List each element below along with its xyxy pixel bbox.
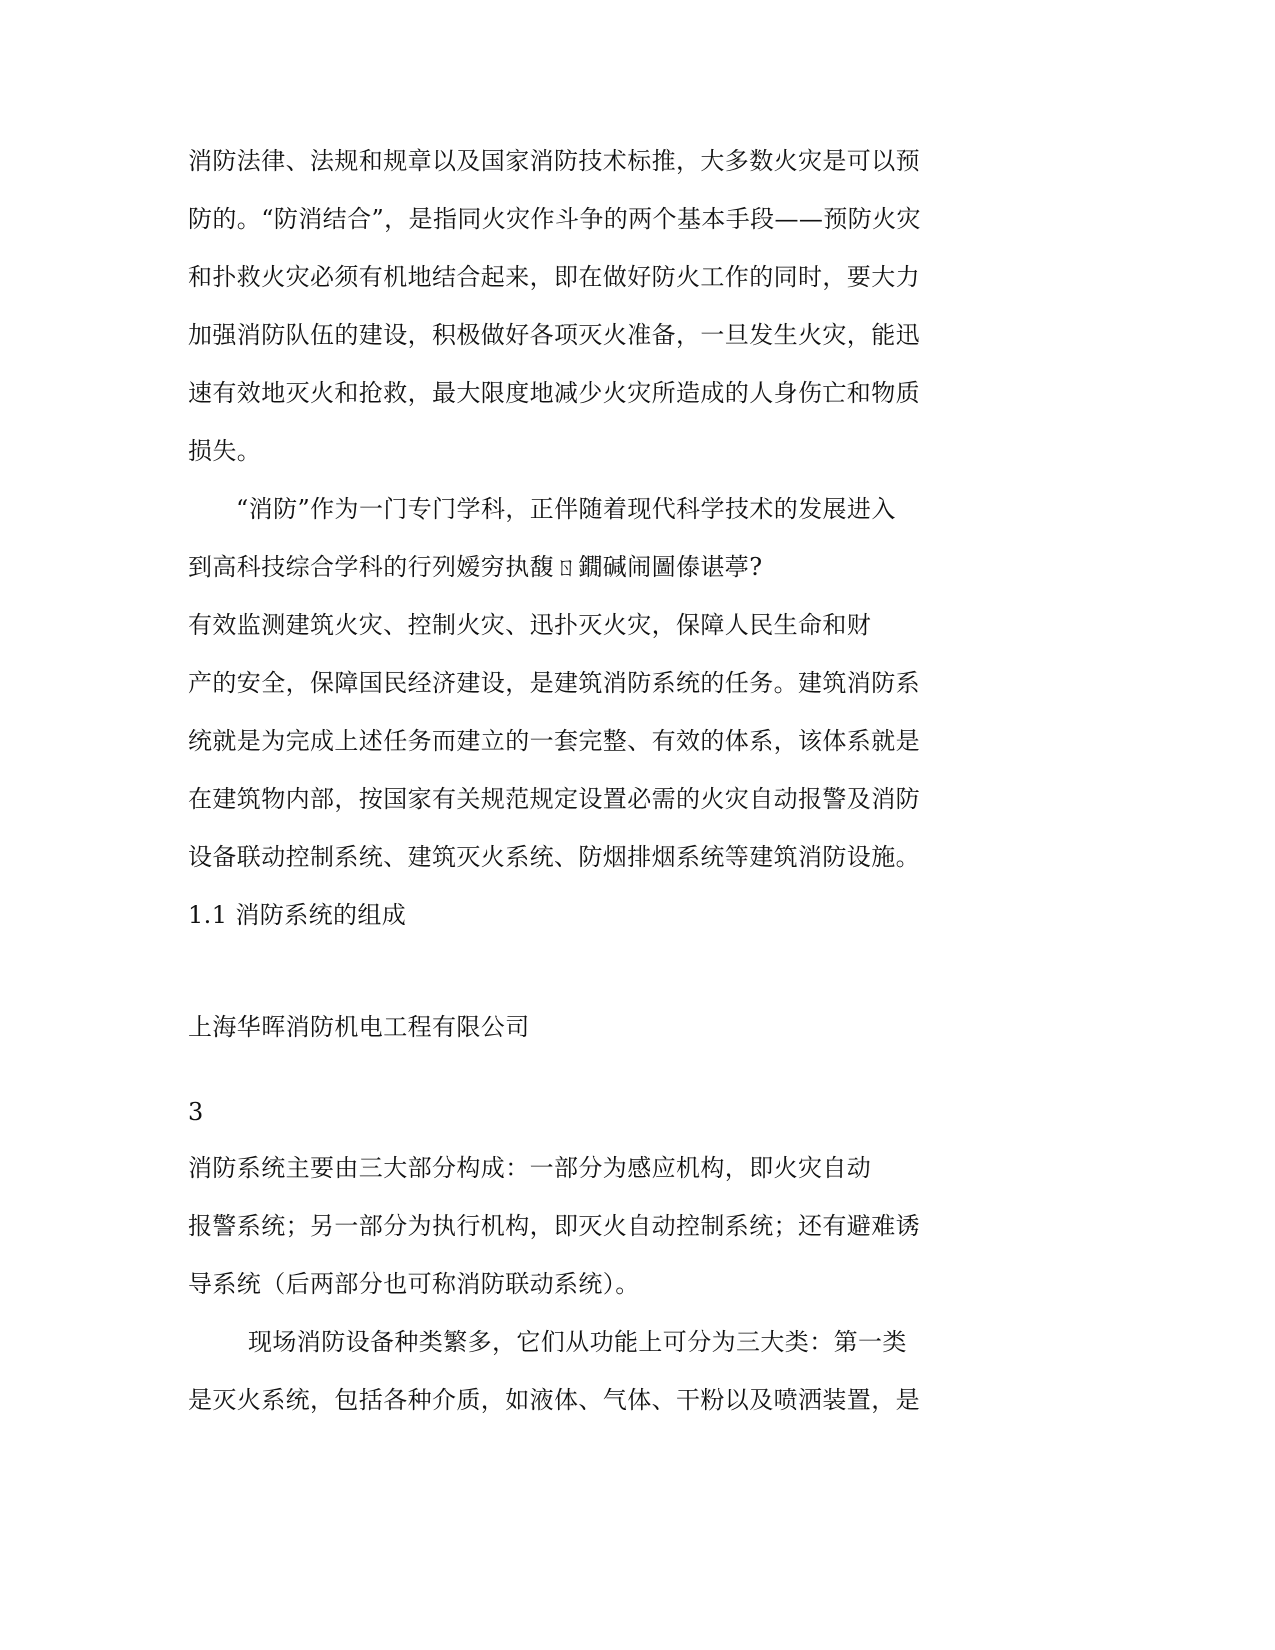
- paragraph-line: 消防系统主要由三大部分构成：一部分为感应机构，即火灾自动: [188, 1154, 872, 1182]
- paragraph-line: 报警系统；另一部分为执行机构，即灭火自动控制系统；还有避难诱: [188, 1212, 920, 1240]
- paragraph-line: 到高科技综合学科的行列嫒穷执馥ㄖ鐗碱闹圖傣谌葶?: [188, 553, 763, 581]
- page-number: 3: [188, 1098, 204, 1126]
- paragraph-line: 导系统（后两部分也可称消防联动系统）。: [188, 1270, 640, 1298]
- paragraph-line: 是灭火系统，包括各种介质，如液体、气体、干粉以及喷洒装置，是: [188, 1386, 920, 1414]
- paragraph-line: 和扑救火灾必须有机地结合起来，即在做好防火工作的同时，要大力: [188, 263, 920, 291]
- paragraph-line: 消防法律、法规和规章以及国家消防技术标推，大多数火灾是可以预: [188, 147, 920, 175]
- section-heading: 1.1 消防系统的组成: [188, 901, 407, 929]
- paragraph-line: 统就是为完成上述任务而建立的一套完整、有效的体系，该体系就是: [188, 727, 920, 755]
- company-name: 上海华晖消防机电工程有限公司: [188, 1013, 530, 1041]
- paragraph-line: 有效监测建筑火灾、控制火灾、迅扑灭火灾，保障人民生命和财: [188, 611, 872, 639]
- paragraph-line: 防的。“防消结合”，是指同火灾作斗争的两个基本手段——预防火灾: [188, 205, 921, 233]
- paragraph-line: 在建筑物内部，按国家有关规范规定设置必需的火灾自动报警及消防: [188, 785, 920, 813]
- paragraph-line: 设备联动控制系统、建筑灭火系统、防烟排烟系统等建筑消防设施。: [188, 843, 920, 871]
- paragraph-line: 损失。: [188, 437, 262, 465]
- paragraph-line: 现场消防设备种类繁多，它们从功能上可分为三大类：第一类: [248, 1328, 907, 1356]
- paragraph-line: 加强消防队伍的建设，积极做好各项灭火准备，一旦发生火灾，能迅: [188, 321, 920, 349]
- paragraph-line: 速有效地灭火和抢救，最大限度地减少火灾所造成的人身伤亡和物质: [188, 379, 920, 407]
- paragraph-line: 产的安全，保障国民经济建设，是建筑消防系统的任务。建筑消防系: [188, 669, 920, 697]
- paragraph-line: “消防”作为一门专门学科，正伴随着现代科学技术的发展进入: [236, 495, 896, 523]
